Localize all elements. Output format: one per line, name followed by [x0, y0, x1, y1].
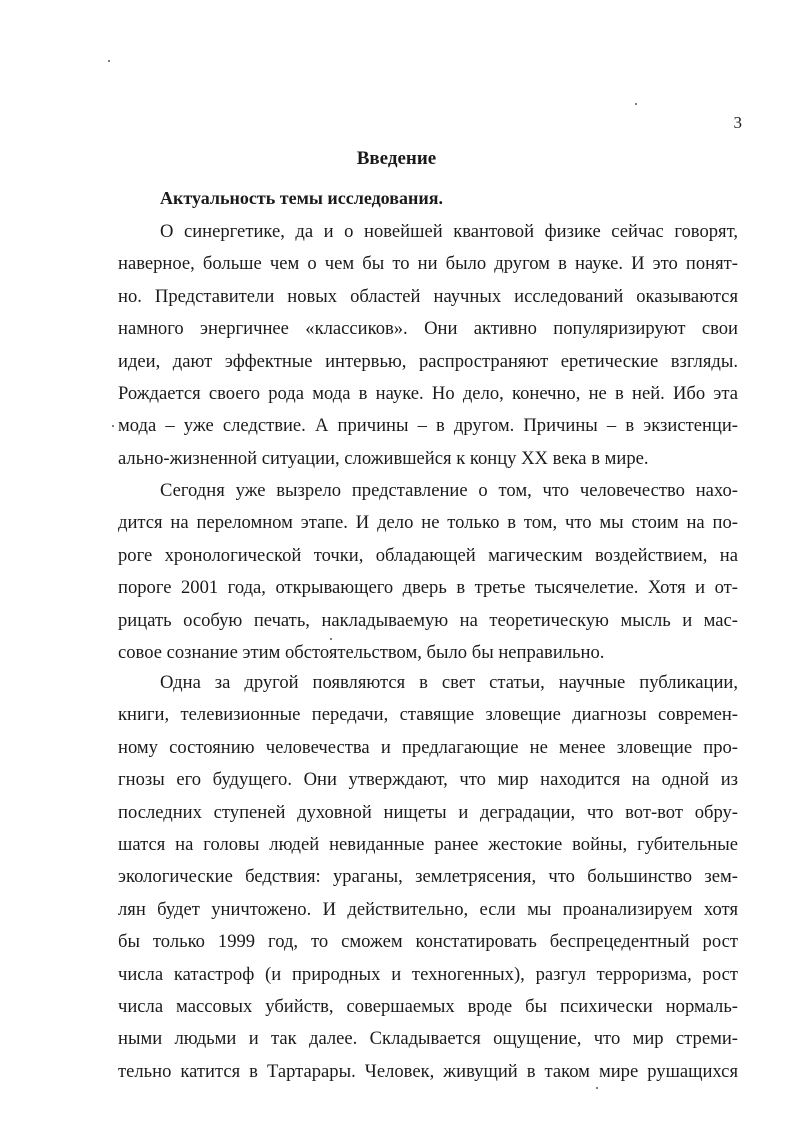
text-line: Одна за другой появляются в свет статьи, научные публикации,: [160, 672, 738, 693]
text-line: но. Представители новых областей научных исследований оказываются: [118, 285, 738, 307]
text-line: тельно катится в Тартарары. Человек, живущий в таком мире рушащихся: [118, 1060, 738, 1082]
text-line: шатся на головы людей невиданные ранее жестокие войны, губительные: [118, 833, 738, 855]
scan-speck: [330, 638, 332, 640]
page-number: 3: [733, 113, 742, 132]
text-line: дится на переломном этапе. И дело не только в том, что мы стоим на по-: [118, 512, 738, 534]
text-line: рицать особую печать, накладываемую на теоретическую мысль и мас-: [118, 609, 738, 631]
subsection-heading: Актуальность темы исследования.: [160, 188, 443, 208]
scan-speck: [108, 60, 110, 62]
scan-speck: [635, 103, 637, 105]
text-line: Рождается своего рода мода в науке. Но дело, конечно, не в ней. Ибо эта: [118, 382, 738, 404]
text-line: книги, телевизионные передачи, ставящие зловещие диагнозы современ-: [118, 704, 738, 726]
text-line: экологические бедствия: ураганы, землетрясения, что большинство зем-: [118, 866, 738, 888]
text-line: лян будет уничтожено. И действительно, если мы проанализируем хотя: [118, 898, 738, 920]
text-line: наверное, больше чем о чем бы то ни было другом в науке. И это понят-: [118, 253, 738, 275]
paragraph-3: [118, 667, 738, 1088]
text-line: намного энергичнее «классиков». Они активно популяризируют свои: [118, 318, 738, 340]
text-line: роге хронологической точки, обладающей магическим воздействием, на: [118, 544, 738, 566]
text-line: пороге 2001 года, открывающего дверь в третье тысячелетие. Хотя и от-: [118, 577, 738, 599]
scan-speck: [596, 1087, 598, 1089]
text-line: последних ступеней духовной нищеты и деградации, что вот-вот обру-: [118, 801, 738, 823]
text-line: мода – уже следствие. А причины – в другом. Причины – в экзистенци-: [118, 415, 738, 437]
text-line: ному состоянию человечества и предлагающие не менее зловещие про-: [118, 736, 738, 758]
text-line: бы только 1999 год, то сможем констатировать беспрецедентный рост: [118, 931, 738, 953]
text-line: числа катастроф (и природных и техногенных), разгул терроризма, рост: [118, 963, 738, 985]
text-line: совое сознание этим обстоятельством, было бы неправильно.: [118, 641, 605, 663]
text-line: гнозы его будущего. Они утверждают, что мир находится на одной из: [118, 769, 738, 791]
text-line: Сегодня уже вызрело представление о том, что человечество нахо-: [160, 480, 738, 501]
text-line: О синергетике, да и о новейшей квантовой физике сейчас говорят,: [160, 221, 738, 242]
text-line: ными людьми и так далее. Складывается ощущение, что мир стреми-: [118, 1028, 738, 1050]
text-line: идеи, дают эффектные интервью, распространяют еретические взгляды.: [118, 350, 738, 372]
scan-speck: [112, 425, 114, 427]
paragraph-1: [118, 216, 738, 475]
text-line: ально-жизненной ситуации, сложившейся к концу XX века в мире.: [118, 447, 649, 469]
paragraph-2: [118, 475, 738, 669]
text-line: числа массовых убийств, совершаемых вроде бы психически нормаль-: [118, 995, 738, 1017]
section-title: Введение: [356, 148, 437, 169]
